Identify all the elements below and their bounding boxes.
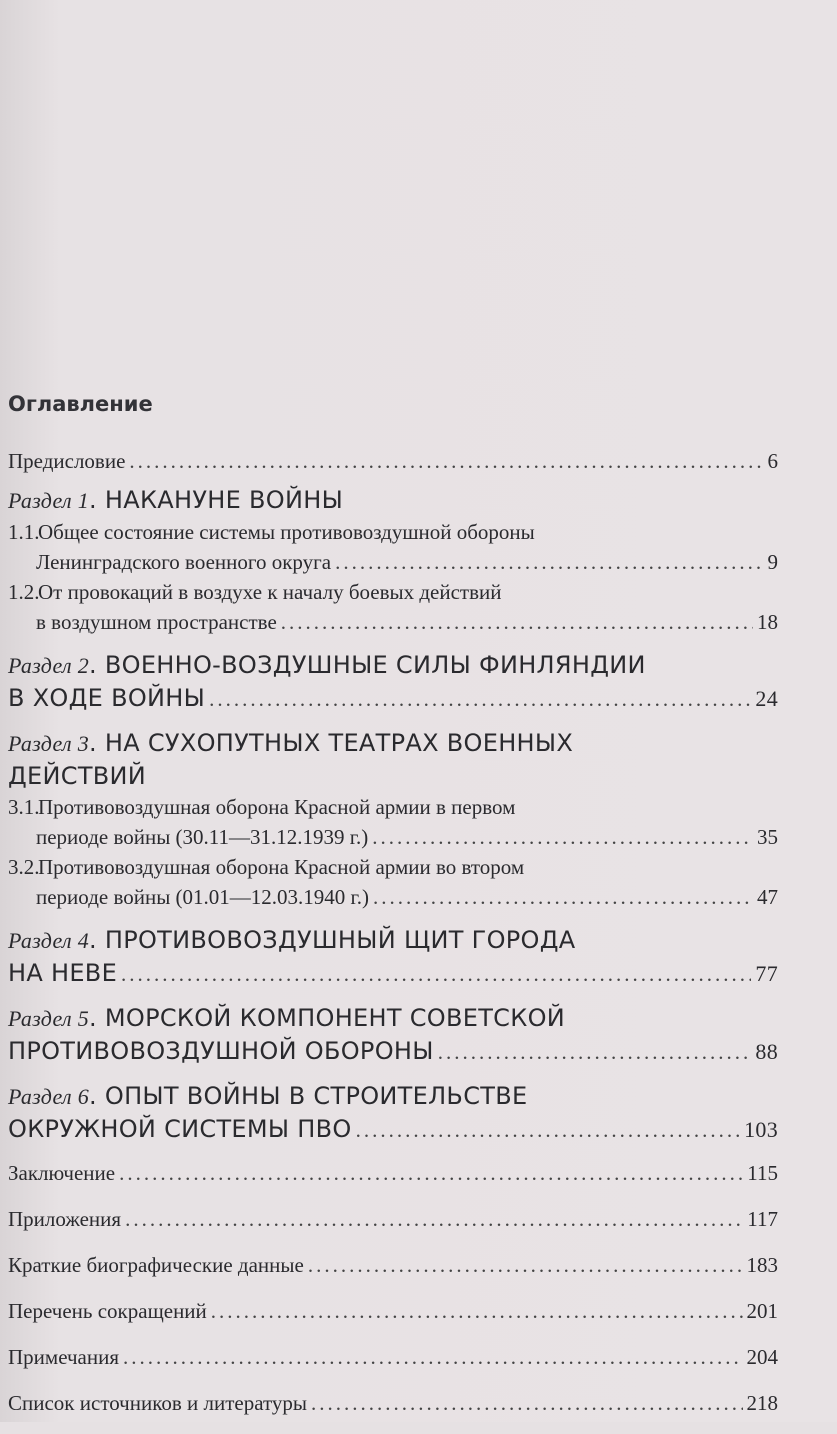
subsection-line bbox=[8, 792, 778, 822]
dot-leader bbox=[125, 1204, 743, 1234]
toc-title: Оглавление bbox=[8, 392, 153, 416]
section-heading-end bbox=[8, 682, 778, 715]
section-heading-end bbox=[8, 1035, 778, 1068]
page-number: 24 bbox=[755, 686, 778, 711]
subsection-title: Противовоздушная оборона Красной армии в первом bbox=[38, 795, 516, 819]
section-title: ПРОТИВОВОЗДУШНЫЙ ЩИТ ГОРОДА bbox=[104, 926, 576, 954]
dot-leader bbox=[209, 683, 751, 715]
dot-leader bbox=[121, 958, 751, 990]
section-title: ОПЫТ ВОЙНЫ В СТРОИТЕЛЬСТВЕ bbox=[104, 1082, 528, 1110]
entry-label: Примечания bbox=[8, 1345, 120, 1369]
toc-entry-abbreviations bbox=[8, 1296, 778, 1326]
section-title: ВОЕННО-ВОЗДУШНЫЕ СИЛЫ ФИНЛЯНДИИ bbox=[104, 651, 646, 679]
entry-label: Перечень сокращений bbox=[8, 1299, 207, 1323]
page-number: 18 bbox=[757, 610, 778, 634]
section-heading: Раздел 2. ВОЕННО-ВОЗДУШНЫЕ СИЛЫ ФИНЛЯНДИИ bbox=[8, 651, 646, 679]
section-title-cont: ОКРУЖНОЙ СИСТЕМЫ ПВО bbox=[8, 1115, 352, 1143]
toc-section-4 bbox=[8, 924, 778, 990]
subsection-entry bbox=[8, 882, 778, 912]
section-label: Раздел 4 bbox=[8, 928, 90, 953]
dot-leader bbox=[335, 547, 763, 577]
section-title: МОРСКОЙ КОМПОНЕНТ СОВЕТСКОЙ bbox=[104, 1004, 566, 1032]
section-title-cont: ДЕЙСТВИЙ bbox=[8, 762, 147, 790]
subsection-number: 3.2. bbox=[8, 855, 40, 879]
subsection-title-cont: Ленинградского военного округа bbox=[36, 550, 332, 574]
section-heading: Раздел 6. ОПЫТ ВОЙНЫ В СТРОИТЕЛЬСТВЕ bbox=[8, 1082, 528, 1110]
subsection-entry bbox=[8, 822, 778, 852]
back-matter bbox=[8, 1158, 778, 1418]
entry-label: Заключение bbox=[8, 1161, 116, 1185]
dot-leader bbox=[119, 1158, 743, 1188]
page-number: 6 bbox=[767, 449, 778, 473]
section-heading-end bbox=[8, 1113, 778, 1146]
section-heading: Раздел 4. ПРОТИВОВОЗДУШНЫЙ ЩИТ ГОРОДА bbox=[8, 926, 576, 954]
subsection-entry bbox=[8, 607, 778, 637]
section-title: НА СУХОПУТНЫХ ТЕАТРАХ ВОЕННЫХ bbox=[104, 729, 574, 757]
toc-entry-preface bbox=[8, 446, 778, 476]
toc-entry-biographies bbox=[8, 1250, 778, 1280]
toc-entry-notes bbox=[8, 1342, 778, 1372]
section-heading-end bbox=[8, 957, 778, 990]
entry-label: Приложения bbox=[8, 1207, 122, 1231]
section-heading: Раздел 5. МОРСКОЙ КОМПОНЕНТ СОВЕТСКОЙ bbox=[8, 1004, 566, 1032]
toc-entry-appendices bbox=[8, 1204, 778, 1234]
section-title: НАКАНУНЕ ВОЙНЫ bbox=[104, 486, 344, 514]
toc-section-1 bbox=[8, 484, 778, 637]
dot-leader bbox=[123, 1342, 742, 1372]
section-label: Раздел 2 bbox=[8, 653, 90, 678]
toc-section-2 bbox=[8, 649, 778, 715]
section-heading: Раздел 3. НА СУХОПУТНЫХ ТЕАТРАХ ВОЕННЫХ bbox=[8, 729, 574, 757]
section-title-cont: НА НЕВЕ bbox=[8, 959, 118, 987]
subsection-entry bbox=[8, 547, 778, 577]
subsection-line bbox=[8, 517, 778, 547]
section-heading: Раздел 1. НАКАНУНЕ ВОЙНЫ bbox=[8, 486, 344, 514]
page-number: 115 bbox=[747, 1161, 778, 1185]
page-number: 183 bbox=[746, 1253, 778, 1277]
dot-leader bbox=[373, 882, 753, 912]
page-number: 204 bbox=[746, 1345, 778, 1369]
dot-leader bbox=[311, 1388, 742, 1418]
subsection-number: 1.1. bbox=[8, 520, 40, 544]
page-number: 35 bbox=[757, 825, 778, 849]
section-title-cont: ПРОТИВОВОЗДУШНОЙ ОБОРОНЫ bbox=[8, 1037, 434, 1065]
section-label: Раздел 5 bbox=[8, 1006, 90, 1031]
page-number: 117 bbox=[747, 1207, 778, 1231]
subsection-title: От провокаций в воздухе к началу боевых действий bbox=[38, 580, 502, 604]
dot-leader bbox=[438, 1036, 752, 1068]
subsection-title-cont: периоде войны (30.11—31.12.1939 г.) bbox=[36, 825, 369, 849]
dot-leader bbox=[308, 1250, 743, 1280]
toc-entry-conclusion bbox=[8, 1158, 778, 1188]
page-number: 218 bbox=[746, 1391, 778, 1415]
dot-leader bbox=[356, 1114, 740, 1146]
entry-label: Предисловие bbox=[8, 449, 126, 473]
subsection-line bbox=[8, 852, 778, 882]
dot-leader bbox=[211, 1296, 743, 1326]
section-label: Раздел 3 bbox=[8, 731, 90, 756]
subsection-number: 3.1. bbox=[8, 795, 40, 819]
entry-label: Список источников и литературы bbox=[8, 1391, 308, 1415]
table-of-contents bbox=[8, 392, 778, 1434]
toc-section-5 bbox=[8, 1002, 778, 1068]
dot-leader bbox=[372, 822, 753, 852]
toc-entry-sources bbox=[8, 1388, 778, 1418]
subsection-title-cont: в воздушном пространстве bbox=[36, 610, 277, 634]
section-heading-cont bbox=[8, 760, 778, 792]
section-title-cont: В ХОДЕ ВОЙНЫ bbox=[8, 684, 206, 712]
page-number: 201 bbox=[746, 1299, 778, 1323]
subsection-title: Противовоздушная оборона Красной армии во втором bbox=[38, 855, 525, 879]
dot-leader bbox=[129, 446, 763, 476]
subsection-title: Общее состояние системы противовоздушной обороны bbox=[38, 520, 535, 544]
page-number: 47 bbox=[757, 885, 778, 909]
page-number: 103 bbox=[744, 1117, 778, 1142]
page-number: 9 bbox=[767, 550, 778, 574]
page-number: 77 bbox=[755, 961, 778, 986]
dot-leader bbox=[281, 607, 753, 637]
toc-section-6 bbox=[8, 1080, 778, 1146]
entry-label: Краткие биографические данные bbox=[8, 1253, 304, 1277]
subsection-line bbox=[8, 577, 778, 607]
page-number: 88 bbox=[755, 1039, 778, 1064]
section-label: Раздел 6 bbox=[8, 1084, 90, 1109]
subsection-title-cont: периоде войны (01.01—12.03.1940 г.) bbox=[36, 885, 370, 909]
toc-section-3 bbox=[8, 727, 778, 912]
section-label: Раздел 1 bbox=[8, 488, 90, 513]
subsection-number: 1.2. bbox=[8, 580, 40, 604]
